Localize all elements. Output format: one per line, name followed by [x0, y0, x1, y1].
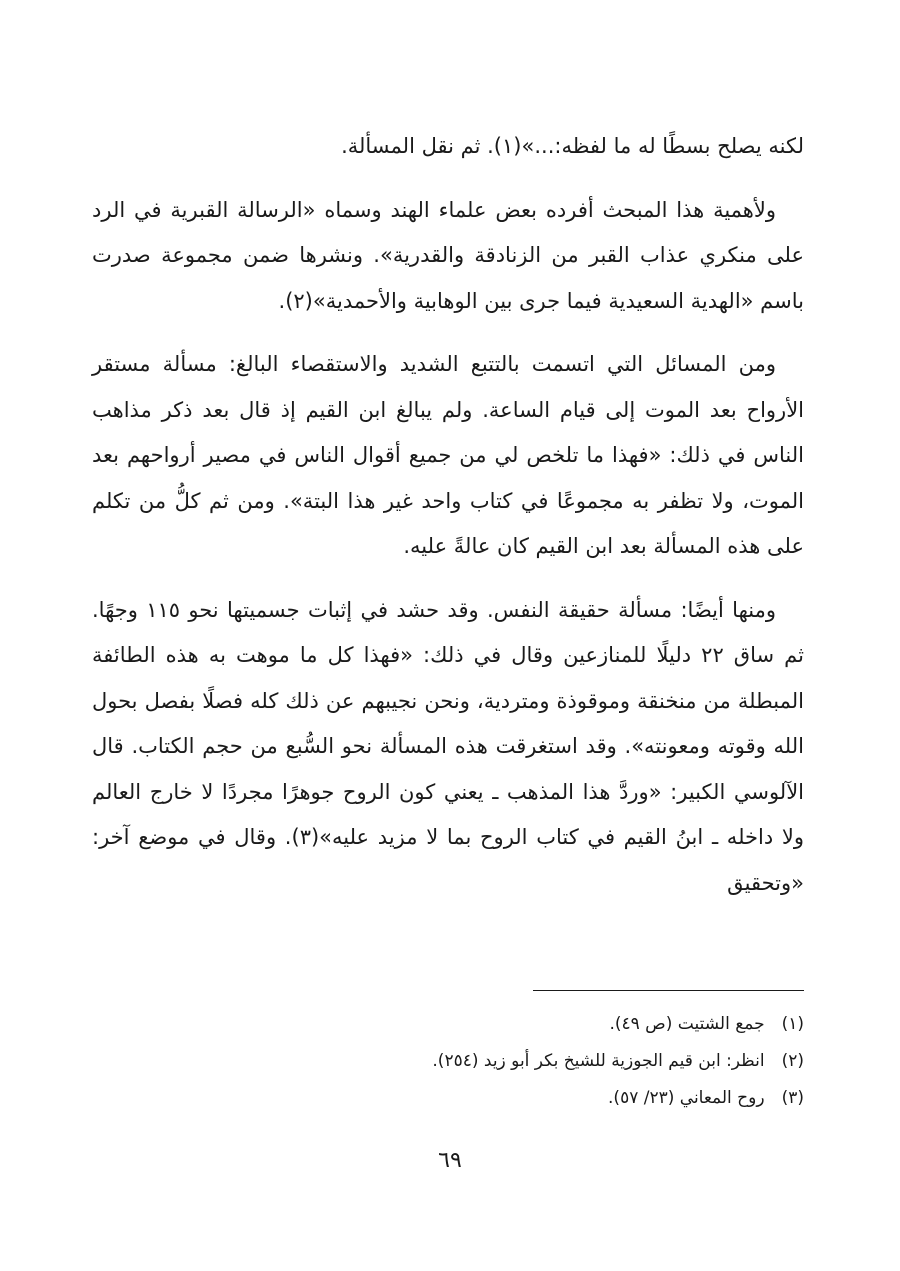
- paragraph-3: ومن المسائل التي اتسمت بالتتبع الشديد والاستقصاء البالغ: مسألة مستقر الأرواح بعد الموت إلى قيام الساعة. ولم يبالغ ابن القيم إذ قال بعد ذكر مذاهب الناس في ذلك: «فهذا ما تلخص لي من جميع أقوال الناس في مصير أرواحهم بعد الموت، ولا تظفر به مجموعًا في كتاب واحد غير هذا البتة». ومن ثم كلُّ من تكلم على هذه المسألة بعد ابن القيم كان عالةً عليه.: [92, 352, 804, 558]
- footnote-text: روح المعاني (٢٣/ ٥٧).: [608, 1088, 765, 1108]
- page-number: ٦٩: [438, 1148, 462, 1173]
- footnote-1: [92, 1006, 804, 1043]
- main-text: [92, 124, 804, 924]
- footnote-text: انظر: ابن قيم الجوزية للشيخ بكر أبو زيد (٢٥٤).: [432, 1051, 765, 1071]
- footnote-number: (٣): [781, 1088, 804, 1108]
- footnote-2: [92, 1043, 804, 1080]
- footnote-separator: [533, 990, 804, 991]
- paragraph-4: ومنها أيضًا: مسألة حقيقة النفس. وقد حشد في إثبات جسميتها نحو ١١٥ وجهًا. ثم ساق ٢٢ دليلًا للمنازعين وقال في ذلك: «فهذا كل ما موهت به هذه الطائفة المبطلة من منخنقة وموقوذة ومتردية، ونحن نجيبهم عن ذلك كله فصلًا بفصل بحول الله وقوته ومعونته». وقد استغرقت هذه المسألة نحو السُّبع من حجم الكتاب. قال الآلوسي الكبير: «وردَّ هذا المذهب ـ يعني كون الروح جوهرًا مجردًا لا خارج العالم ولا داخله ـ ابنُ القيم في كتاب الروح بما لا مزيد عليه»(٣). وقال في موضع آخر: «وتحقيق: [92, 597, 805, 895]
- paragraph-1: لكنه يصلح بسطًا له ما لفظه:...»(١). ثم نقل المسألة.: [341, 134, 804, 158]
- footnote-text: جمع الشتيت (ص ٤٩).: [609, 1014, 765, 1034]
- footnote-number: (١): [781, 1014, 804, 1034]
- footnotes: [92, 1006, 804, 1117]
- footnote-number: (٢): [781, 1051, 804, 1071]
- paragraph-2: ولأهمية هذا المبحث أفرده بعض علماء الهند وسماه «الرسالة القبرية في الرد على منكري عذاب القبر من الزنادقة والقدرية». ونشرها ضمن مجموعة صدرت باسم «الهدية السعيدية فيما جرى بين الوهابية والأحمدية»(٢).: [92, 197, 804, 313]
- footnote-3: [92, 1080, 804, 1117]
